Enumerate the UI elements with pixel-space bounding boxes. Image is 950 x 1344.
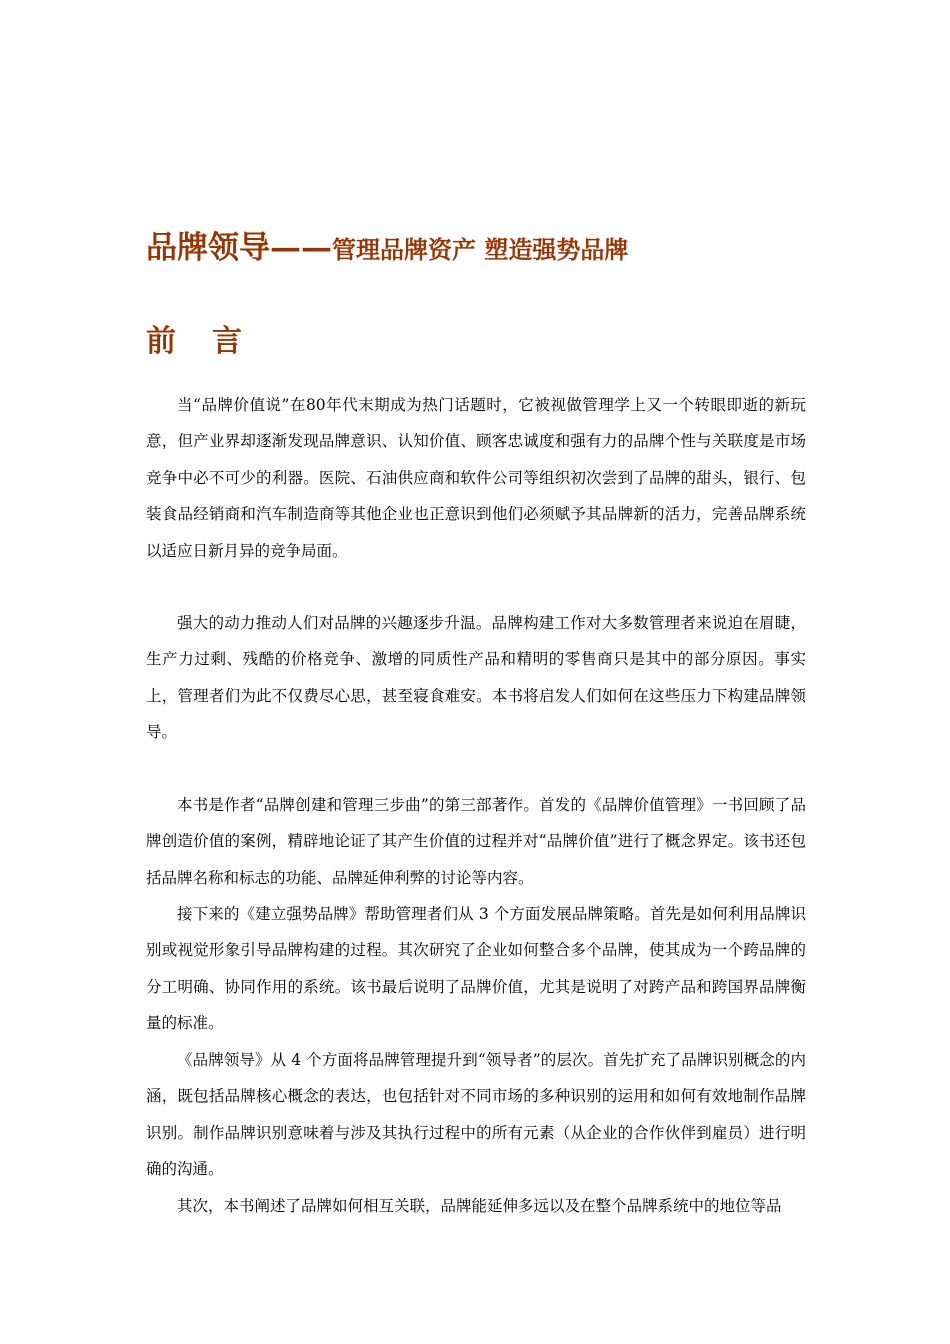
title-subtitle: 管理品牌资产 塑造强势品牌 [332, 235, 629, 264]
preface-char-2: 言 [212, 324, 242, 359]
paragraph-3: 本书是作者“品牌创建和管理三步曲”的第三部著作。首发的《品牌价值管理》一书回顾了品牌创造价值的案例，精辟地论证了其产生价值的过程并对“品牌价值”进行了概念界定。该书还包括品牌名称和标志的功能、品牌延伸利弊的讨论等内容。 [146, 796, 806, 887]
paragraph-2: 强大的动力推动人们对品牌的兴趣逐步升温。品牌构建工作对大多数管理者来说迫在眉睫，生产力过剩、残酷的价格竞争、激增的同质性产品和精明的零售商只是其中的部分原因。事实上，管理者们为此不仅费尽心思，甚至寝食难安。本书将启发人们如何在这些压力下构建品牌领导。 [146, 614, 806, 742]
title-dash: —— [270, 230, 332, 266]
title-main: 品牌领导 [146, 230, 270, 266]
paragraph-1: 当“品牌价值说”在80年代末期成为热门话题时，它被视做管理学上又一个转眼即逝的新玩意，但产业界却逐渐发现品牌意识、认知价值、顾客忠诚度和强有力的品牌个性与关联度是市场竞争中必不可少的利器。医院、石油供应商和软件公司等组织初次尝到了品牌的甜头，银行、包装食品经销商和汽车制造商等其他企业也正意识到他们必须赋予其品牌新的活力，完善品牌系统以适应日新月异的竞争局面。 [146, 396, 806, 560]
paragraph-4: 接下来的《建立强势品牌》帮助管理者们从 3 个方面发展品牌策略。首先是如何利用品牌识别或视觉形象引导品牌构建的过程。其次研究了企业如何整合多个品牌，使其成为一个跨品牌的分工明确、协同作用的系统。该书最后说明了品牌价值，尤其是说明了对跨产品和跨国界品牌衡量的标准。 [146, 905, 806, 1033]
paragraph-6: 其次，本书阐述了品牌如何相互关联，品牌能延伸多远以及在整个品牌系统中的地位等品 [177, 1197, 782, 1215]
document-title [146, 222, 628, 267]
paragraph-5: 《品牌领导》从 4 个方面将品牌管理提升到“领导者”的层次。首先扩充了品牌识别概念的内涵，既包括品牌核心概念的表达，也包括针对不同市场的多种识别的运用和如何有效地制作品牌识别。制作品牌识别意味着与涉及其执行过程中的所有元素（从企业的合作伙伴到雇员）进行明确的沟通。 [146, 1051, 806, 1179]
preface-char-1: 前 [146, 324, 176, 359]
preface-heading [146, 316, 242, 360]
